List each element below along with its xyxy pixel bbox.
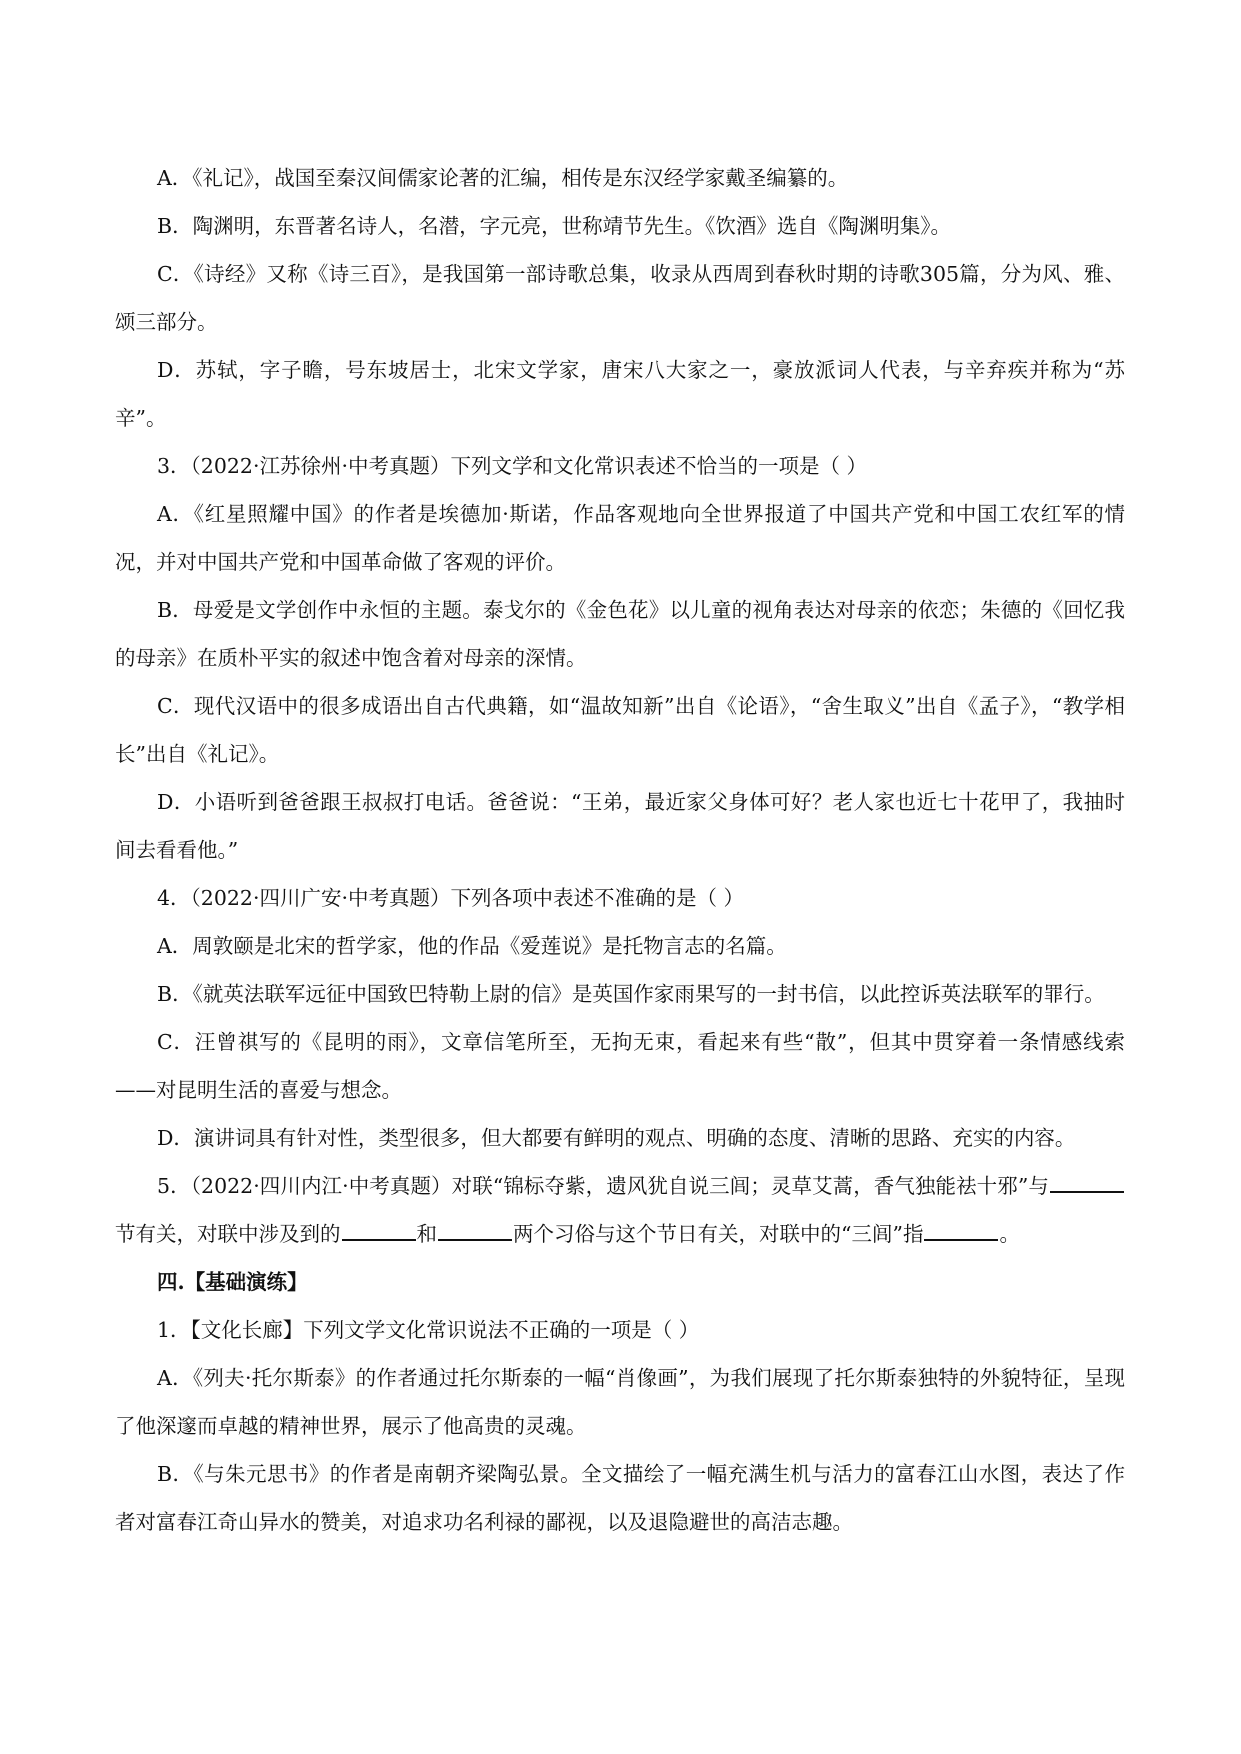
q5-text-part4: 两个习俗与这个节日有关，对联中的“三闾”指 — [513, 1222, 924, 1246]
practice-option-a: A．《列夫·托尔斯泰》的作者通过托尔斯泰的一幅“肖像画”，为我们展现了托尔斯泰独特的外貌特征，呈现了他深邃而卓越的精神世界，展示了他高贵的灵魂。 — [115, 1366, 1125, 1438]
practice-question-1: 1．【文化长廊】下列文学文化常识说法不正确的一项是（ ） — [157, 1318, 700, 1342]
q5-blank-custom-2[interactable] — [438, 1219, 512, 1241]
question-4: 4．（2022·四川广安·中考真题）下列各项中表述不准确的是（ ） — [157, 886, 745, 910]
q5-text-part2: 节有关，对联中涉及到的 — [115, 1222, 341, 1246]
option-a-liji: A．《礼记》，战国至秦汉间儒家论著的汇编，相传是东汉经学家戴圣编纂的。 — [157, 166, 849, 190]
document-content — [115, 154, 1125, 1546]
practice-option-b: B．《与朱元思书》的作者是南朝齐梁陶弘景。全文描绘了一幅充满生机与活力的富春江山水图，表达了作者对富春江奇山异水的赞美，对追求功名利禄的鄙视，以及退隐避世的高洁志趣。 — [115, 1462, 1125, 1534]
q3-option-c: C．现代汉语中的很多成语出自古代典籍，如“温故知新”出自《论语》，“舍生取义”出自《孟子》，“教学相长”出自《礼记》。 — [115, 694, 1125, 766]
q5-blank-sanlv[interactable] — [924, 1219, 998, 1241]
q5-blank-custom-1[interactable] — [342, 1219, 416, 1241]
q4-option-a: A．周敦颐是北宋的哲学家，他的作品《爱莲说》是托物言志的名篇。 — [157, 934, 787, 958]
section-heading: 四.【基础演练】 — [157, 1270, 308, 1294]
q5-text-part1: 5．（2022·四川内江·中考真题）对联“锦标夺紫，遗风犹自说三闾；灵草艾蒿，香气独能祛十邪”与 — [157, 1174, 1049, 1198]
question-5 — [115, 1162, 1125, 1258]
q3-option-b: B．母爱是文学创作中永恒的主题。泰戈尔的《金色花》以儿童的视角表达对母亲的依恋；朱德的《回忆我的母亲》在质朴平实的叙述中饱含着对母亲的深情。 — [115, 598, 1125, 670]
option-d-su-shi: D．苏轼，字子瞻，号东坡居士，北宋文学家，唐宋八大家之一，豪放派词人代表，与辛弃疾并称为“苏辛”。 — [115, 358, 1125, 430]
option-b-tao-yuanming: B．陶渊明，东晋著名诗人，名潜，字元亮，世称靖节先生。《饮酒》选自《陶渊明集》。 — [157, 214, 952, 238]
q4-option-d: D．演讲词具有针对性，类型很多，但大都要有鲜明的观点、明确的态度、清晰的思路、充实的内容。 — [157, 1126, 1076, 1150]
q4-option-c: C．汪曾祺写的《昆明的雨》，文章信笔所至，无拘无束，看起来有些“散”，但其中贯穿着一条情感线索——对昆明生活的喜爱与想念。 — [115, 1030, 1125, 1102]
q5-blank-festival[interactable] — [1050, 1171, 1124, 1193]
q5-text-part5: 。 — [999, 1222, 1020, 1246]
q3-option-a: A．《红星照耀中国》的作者是埃德加·斯诺，作品客观地向全世界报道了中国共产党和中国工农红军的情况，并对中国共产党和中国革命做了客观的评价。 — [115, 502, 1125, 574]
q4-option-b: B．《就英法联军远征中国致巴特勒上尉的信》是英国作家雨果写的一封书信，以此控诉英法联军的罪行。 — [157, 982, 1105, 1006]
q5-text-part3: 和 — [416, 1222, 437, 1246]
option-c-shijing: C．《诗经》又称《诗三百》，是我国第一部诗歌总集，收录从西周到春秋时期的诗歌305篇，分为风、雅、颂三部分。 — [115, 262, 1125, 334]
question-3: 3．（2022·江苏徐州·中考真题）下列文学和文化常识表述不恰当的一项是（ ） — [157, 454, 868, 478]
q3-option-d: D．小语听到爸爸跟王叔叔打电话。爸爸说：“王弟，最近家父身体可好？老人家也近七十花甲了，我抽时间去看看他。” — [115, 790, 1125, 862]
